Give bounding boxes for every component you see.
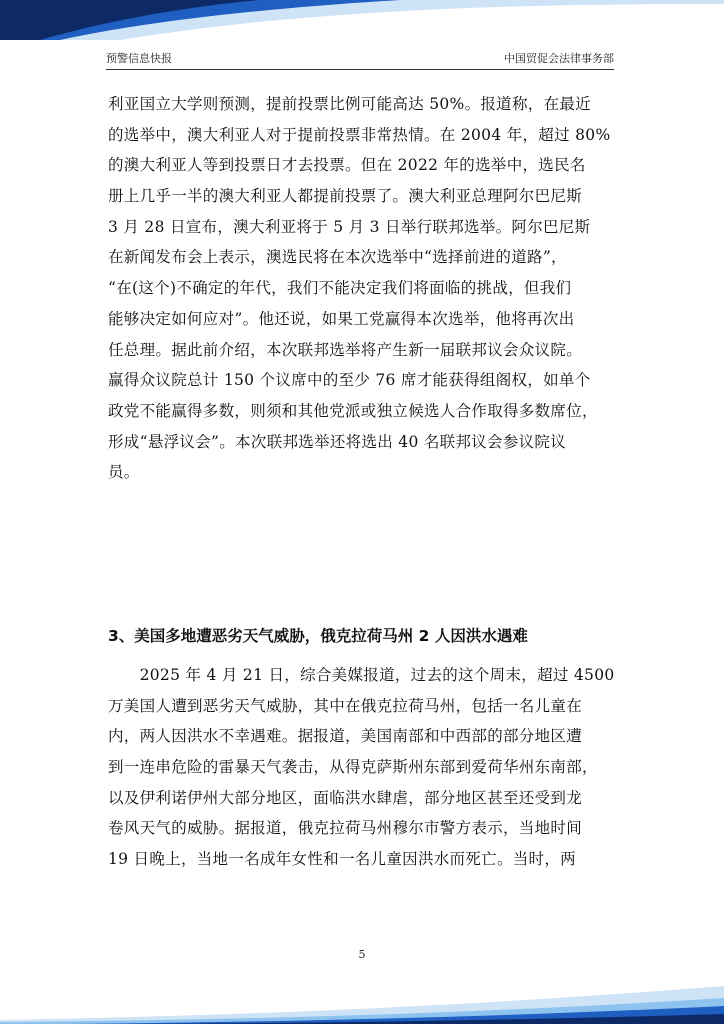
text-line: 19 日晚上，当地一名成年女性和一名儿童因洪水而死亡。当时，两: [108, 850, 576, 869]
text-line: 形成“悬浮议会”。本次联邦选举还将选出 40 名联邦议会参议院议: [108, 432, 567, 451]
text-line: 赢得众议院总计 150 个议席中的至少 76 席才能获得组阁权，如单个: [108, 371, 591, 390]
footer-decoration: [0, 984, 724, 1024]
paragraph-1: [108, 89, 620, 488]
text-line: 政党不能赢得多数，则须和其他党派或独立候选人合作取得多数席位，: [108, 401, 598, 420]
text-line: 任总理。据此前介绍，本次联邦选举将产生新一届联邦议会众议院。: [108, 340, 583, 359]
header-rule: [106, 69, 614, 70]
text-line: 2025 年 4 月 21 日，综合美媒报道，过去的这个周末，超过 4500: [108, 666, 615, 684]
text-line: 能够决定如何应对”。他还说，如果工党赢得本次选举，他将再次出: [108, 309, 575, 328]
text-line: 的澳大利亚人等到投票日才去投票。但在 2022 年的选举中，选民名: [108, 156, 586, 175]
text-line: 员。: [108, 463, 140, 482]
text-line: 卷风天气的威胁。据报道，俄克拉荷马州穆尔市警方表示，当地时间: [108, 819, 583, 838]
page-header: [106, 50, 614, 70]
text-line: “在(这个)不确定的年代，我们不能决定我们将面临的挑战，但我们: [108, 279, 572, 298]
text-line: 在新闻发布会上表示，澳选民将在本次选举中“选择前进的道路”，: [108, 248, 567, 267]
text-line: 利亚国立大学则预测，提前投票比例可能高达 50%。报道称，在最近: [108, 95, 591, 113]
page-number: 5: [358, 948, 366, 961]
text-line: 以及伊利诺伊州大部分地区，面临洪水肆虐，部分地区甚至还受到龙: [108, 788, 583, 807]
text-line: 内，两人因洪水不幸遇难。据报道，美国南部和中西部的部分地区遭: [108, 727, 583, 746]
text-line: 的选举中，澳大利亚人对于提前投票非常热情。在 2004 年，超过 80%: [108, 125, 611, 144]
header-title: 预警信息快报: [106, 52, 172, 65]
header-organization: 中国贸促会法律事务部: [504, 52, 614, 65]
section-heading: 3、美国多地遭恶劣天气威胁，俄克拉荷马州 2 人因洪水遇难: [108, 627, 528, 645]
text-line: 册上几乎一半的澳大利亚人都提前投票了。澳大利亚总理阿尔巴尼斯: [108, 187, 583, 206]
paragraph-2: [108, 660, 620, 875]
header-decoration: [0, 0, 724, 40]
text-line: 万美国人遭到恶劣天气威胁，其中在俄克拉荷马州，包括一名儿童在: [108, 696, 583, 715]
text-line: 到一连串危险的雷暴天气袭击，从得克萨斯州东部到爱荷华州东南部，: [108, 758, 598, 777]
text-line: 3 月 28 日宣布，澳大利亚将于 5 月 3 日举行联邦选举。阿尔巴尼斯: [108, 217, 591, 236]
